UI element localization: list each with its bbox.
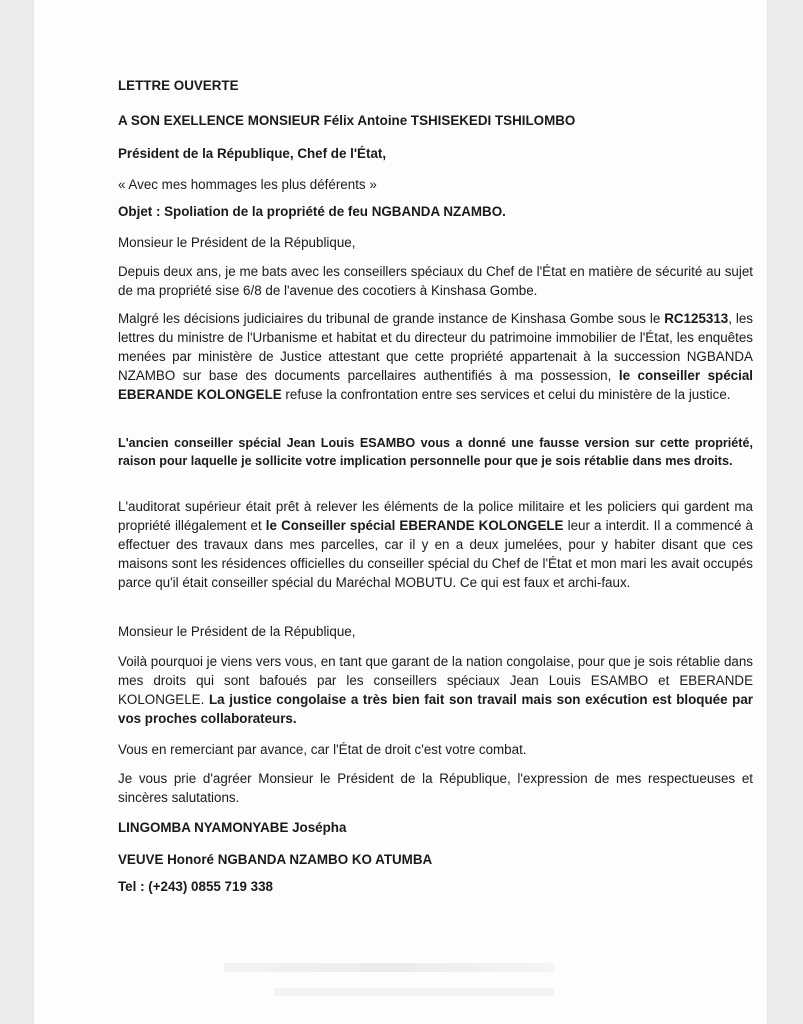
paragraph-5	[118, 652, 753, 728]
p4-advisor-name: le Conseiller spécial EBERANDE KOLONGELE	[265, 518, 564, 533]
p2-text-a: Malgré les décisions judiciaires du tribunal de grande instance de Kinshasa Gombe sous le	[118, 311, 665, 326]
p5-text-a: Voilà pourquoi je viens vers vous, en tant que garant de la nation congolaise, pour que je sois rétablie dans mes droits qui sont bafoués par les conseillers spéciaux Jean Louis ESAMBO et EBERANDE KOLONGELE.	[118, 654, 753, 707]
paragraph-2	[118, 309, 753, 404]
recipient-title: Président de la République, Chef de l'État,	[118, 146, 387, 161]
widow-line: VEUVE Honoré NGBANDA NZAMBO KO ATUMBA	[118, 852, 433, 867]
p5-bold-statement: La justice congolaise a très bien fait son travail mais son exécution est bloquée par vos proches collaborateurs.	[118, 692, 754, 726]
paragraph-1: Depuis deux ans, je me bats avec les conseillers spéciaux du Chef de l'État en matière de sécurité au sujet de ma propriété sise 6/8 de l'avenue des cocotiers à Kinshasa Gombe.	[118, 264, 753, 298]
p2-advisor-name: le conseiller spécial EBERANDE KOLONGELE	[118, 368, 753, 402]
salutation: Monsieur le Président de la République,	[118, 235, 356, 250]
recipient-prefix: A SON EXELLENCE MONSIEUR	[118, 113, 324, 128]
recipient-name: Félix Antoine	[323, 113, 408, 128]
signature-name	[118, 818, 346, 837]
paragraph-7: Je vous prie d'agréer Monsieur le Président de la République, l'expression de mes respectueuses et sincères salutations.	[118, 771, 753, 805]
letter-page	[34, 0, 767, 1024]
bleed-through-shadow	[224, 963, 554, 972]
phone-line: Tel : (+243) 0855 719 338	[118, 879, 273, 894]
p2-text-b: , les lettres du ministre de l'Urbanisme et habitat et du directeur du patrimoine immobilier de l'État, les enquêtes menées par ministère de Justice attestant que cette propriété appartenait à la succession NGBANDA NZAMBO sur base des documents parcellaires authentifiés à ma possession,	[118, 311, 753, 383]
signature-surname: LINGOMBA NYAMONYABE	[118, 820, 289, 835]
recipient-line	[118, 111, 575, 130]
paragraph-4	[118, 497, 753, 592]
homage-line: « Avec mes hommages les plus déférents »	[118, 177, 377, 192]
recipient-surname: TSHISEKEDI TSHILOMBO	[407, 113, 576, 128]
paragraph-6: Vous en remerciant par avance, car l'État de droit c'est votre combat.	[118, 742, 527, 757]
p4-text-a: L'auditorat supérieur était prêt à relever les éléments de la police militaire et les policiers qui gardent ma propriété illégalement et	[118, 499, 753, 533]
paragraph-3: L'ancien conseiller spécial Jean Louis ESAMBO vous a donné une fausse version sur cette propriété, raison pour laquelle je sollicite votre implication personnelle pour que je sois rétablie dans mes droits.	[118, 436, 753, 468]
bleed-through-shadow-2	[274, 988, 554, 996]
signature-firstname: Josépha	[288, 820, 347, 835]
salutation-2: Monsieur le Président de la République,	[118, 624, 356, 639]
letter-heading: LETTRE OUVERTE	[118, 78, 239, 93]
object-line: Objet : Spoliation de la propriété de feu NGBANDA NZAMBO.	[118, 204, 506, 219]
p2-text-c: refuse la confrontation entre ses services et celui du ministère de la justice.	[281, 387, 731, 402]
case-reference: RC125313	[664, 311, 729, 326]
p4-text-b: leur a interdit. Il a commencé à effectuer des travaux dans mes parcelles, car il y en a deux jumelées, pour y habiter disant que ces maisons sont les résidences officielles du conseiller spécial du Chef de l'État et mon mari les avait occupés parce qu'il était conseiller spécial du Maréchal MOBUTU. Ce qui est faux et archi-faux.	[118, 518, 753, 590]
